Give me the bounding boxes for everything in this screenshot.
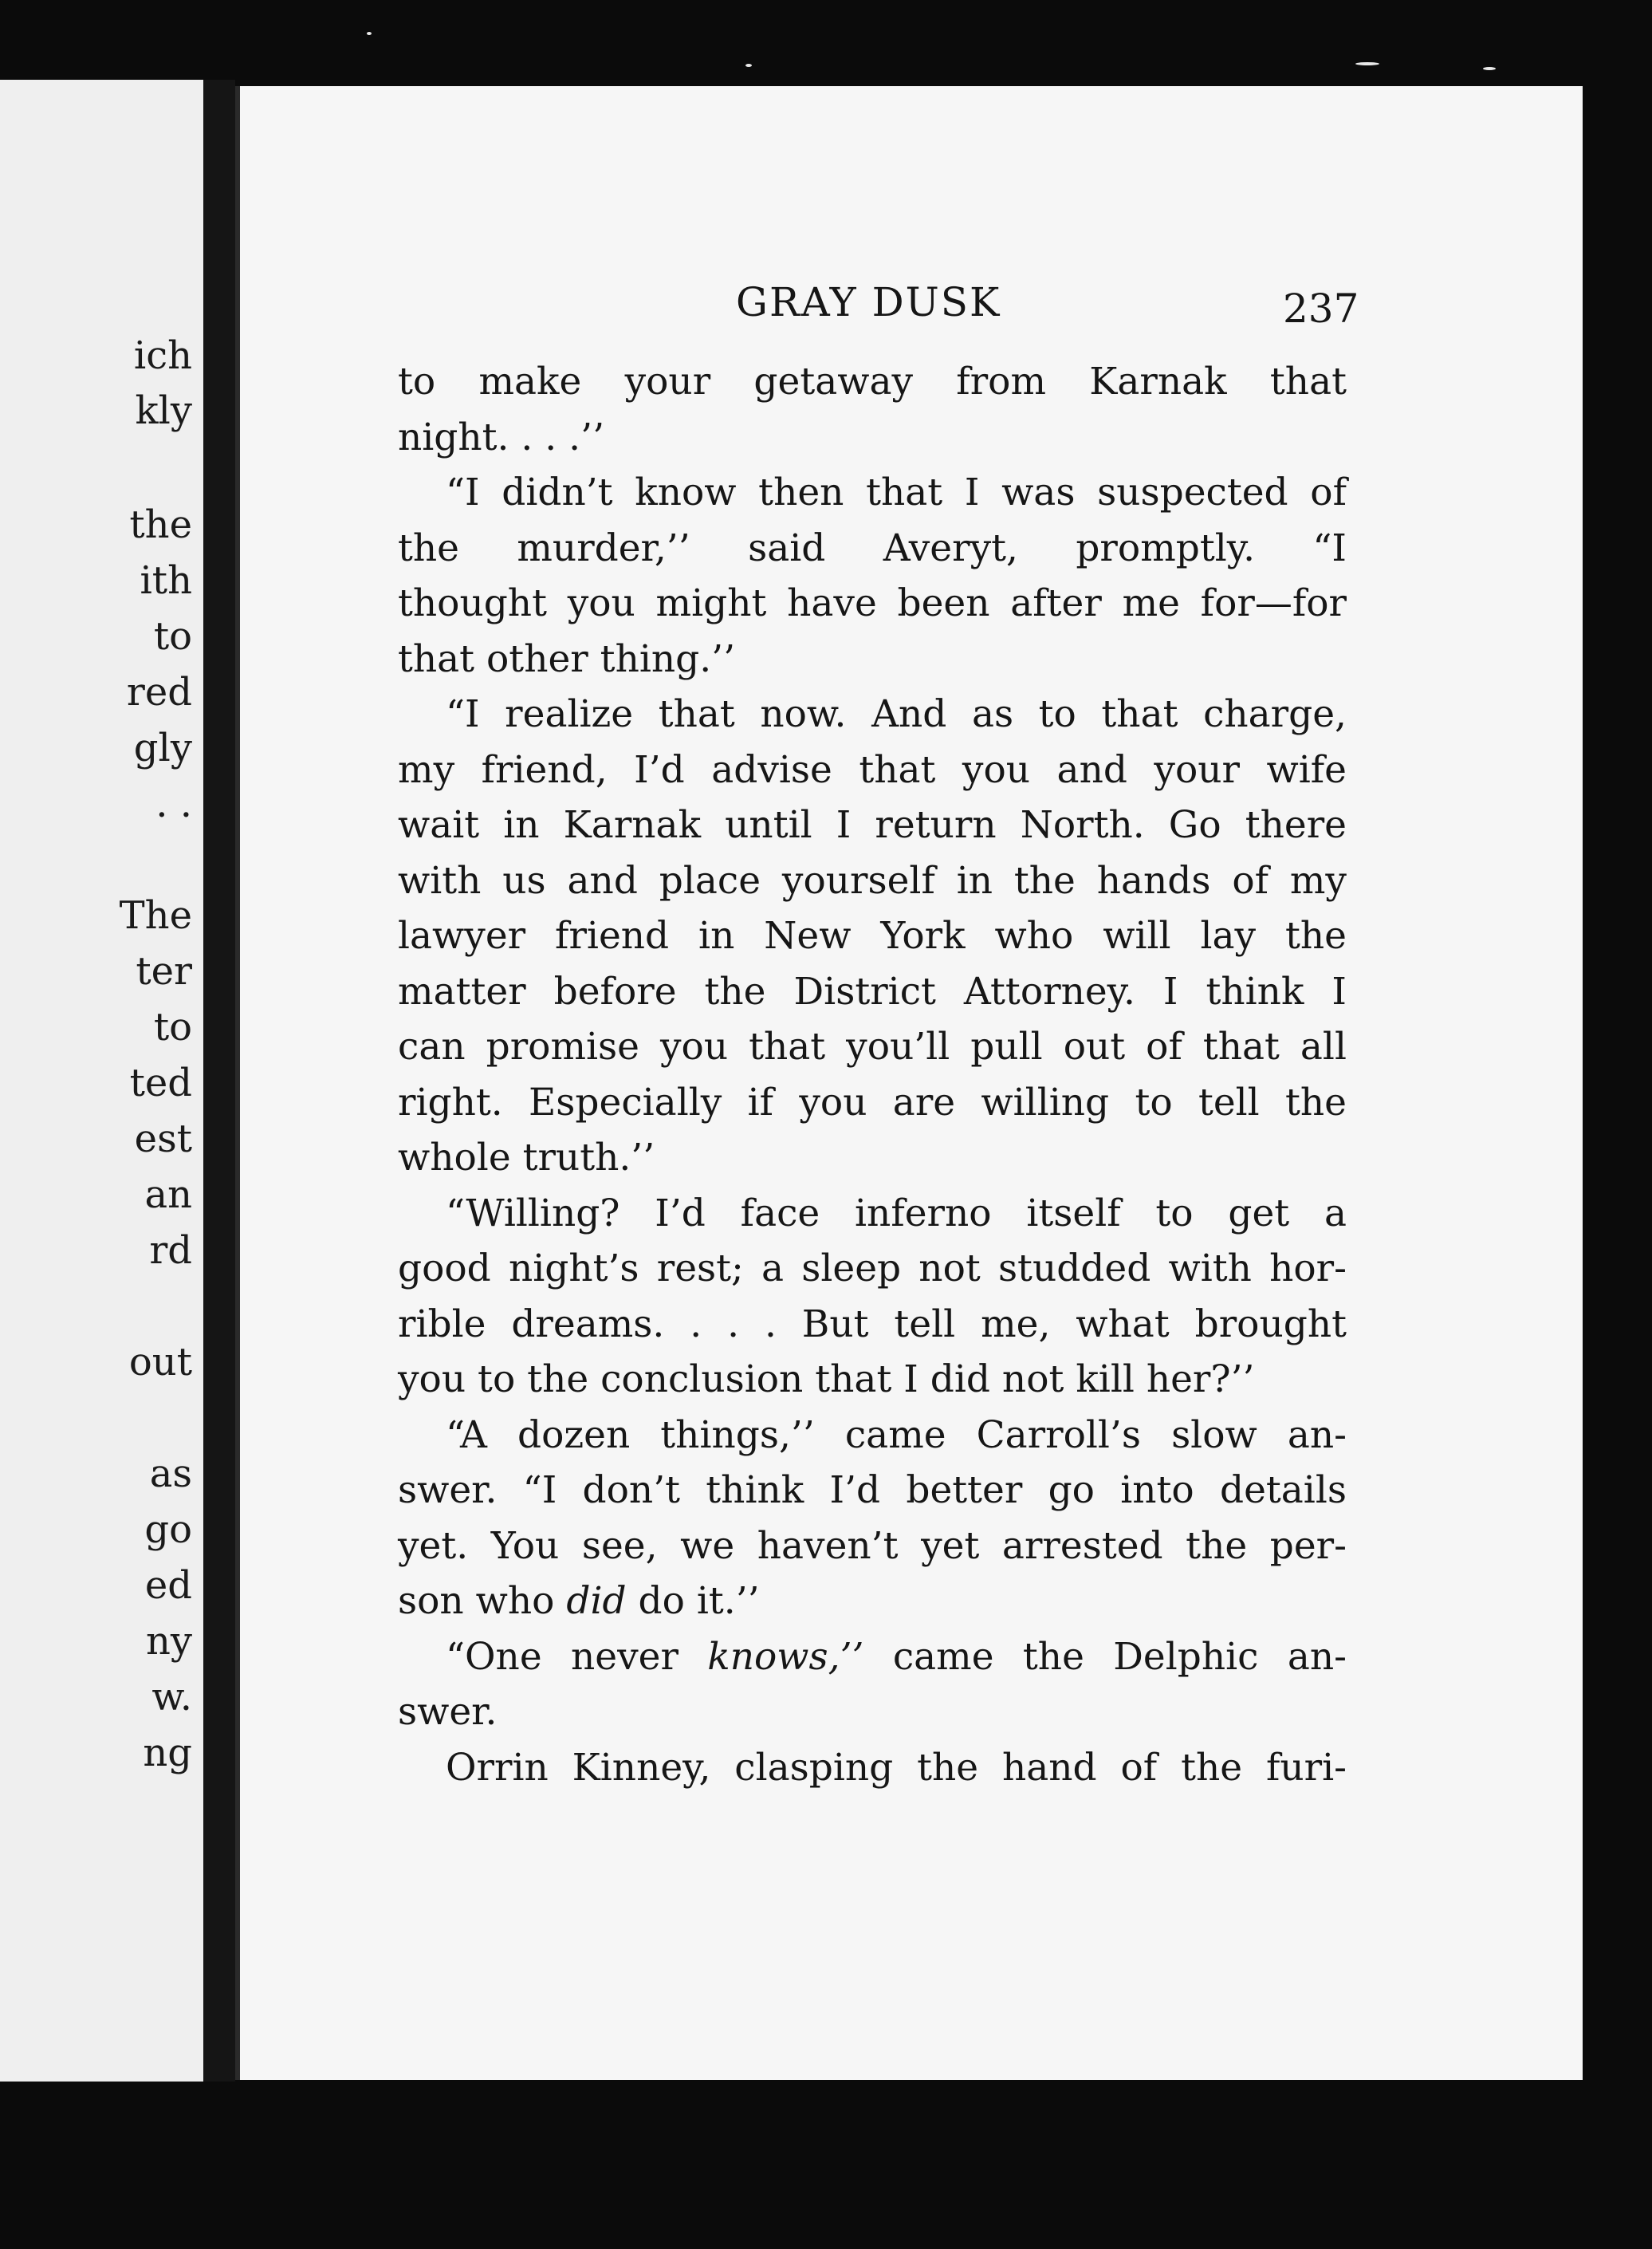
fragment-text: out: [128, 1340, 192, 1384]
text-line: with us and place yourself in the hands of my: [398, 858, 1347, 903]
fragment-text: red: [126, 670, 192, 715]
text-line: good night’s rest; a sleep not studded with hor-: [398, 1247, 1347, 1290]
fragment-text: an: [144, 1172, 192, 1217]
dust-speck: [1483, 67, 1496, 70]
fragment-text: to: [153, 1005, 192, 1050]
emphasis-text: did: [566, 1579, 627, 1623]
text-line: right. Especially if you are willing to tell the: [398, 1080, 1347, 1124]
text-line: matter before the District Attorney. I think I: [398, 969, 1347, 1014]
text-line: “Willing? I’d face inferno itself to get a: [446, 1191, 1347, 1235]
text-line: yet. You see, we haven’t yet arrested the per-: [398, 1523, 1347, 1568]
fragment-text: ng: [143, 1731, 192, 1775]
text-segment: came the Delphic an-: [863, 1634, 1347, 1679]
text-line: night. . . .’’: [398, 415, 605, 459]
fragment-text: ny: [145, 1619, 192, 1664]
text-line: Orrin Kinney, clasping the hand of the furi-: [446, 1745, 1347, 1790]
dust-speck: [367, 32, 372, 35]
page-number: 237: [1283, 286, 1359, 332]
running-head: GRAY DUSK: [736, 279, 1001, 325]
text-line: that other thing.’’: [398, 636, 736, 681]
text-line: my friend, I’d advise that you and your wife: [398, 747, 1347, 792]
text-segment: do it.’’: [626, 1579, 760, 1623]
text-line: [398, 1629, 1347, 1685]
fragment-text: as: [149, 1451, 192, 1496]
page-gutter: [203, 80, 235, 2082]
text-line: thought you might have been after me for—for: [398, 581, 1347, 625]
emphasis-text: knows,’’: [707, 1634, 864, 1679]
text-line: “A dozen things,’’ came Carroll’s slow an-: [446, 1412, 1347, 1457]
dust-speck: [1355, 62, 1379, 65]
fragment-text: gly: [133, 726, 192, 770]
text-line: rible dreams. . . . But tell me, what brought: [398, 1302, 1347, 1346]
text-line: “I realize that now. And as to that charge,: [446, 692, 1347, 736]
fragment-text: rd: [149, 1228, 192, 1273]
text-line: you to the conclusion that I did not kill her?’’: [398, 1357, 1255, 1401]
fragment-text: to: [153, 614, 192, 659]
fragment-text: ich: [133, 333, 192, 378]
fragment-text: the: [129, 502, 192, 547]
fragment-text: ith: [140, 558, 192, 603]
text-line: swer.: [398, 1690, 498, 1734]
fragment-text: ted: [129, 1061, 192, 1105]
fragment-text: est: [134, 1117, 192, 1161]
fragment-text: . .: [155, 782, 192, 826]
dust-speck: [745, 64, 752, 67]
previous-page-fragment: [0, 80, 203, 2082]
book-page: [235, 86, 1583, 2080]
fragment-text: go: [144, 1507, 192, 1552]
text-line: “I didn’t know then that I was suspected of: [446, 471, 1347, 514]
text-line: swer. “I don’t think I’d better go into details: [398, 1468, 1347, 1512]
text-line: can promise you that you’ll pull out of that all: [398, 1025, 1347, 1069]
text-line: whole truth.’’: [398, 1136, 655, 1180]
fragment-text: The: [119, 893, 192, 938]
text-line: [398, 1574, 1347, 1629]
fragment-text: ed: [144, 1563, 192, 1608]
text-segment: “One never: [446, 1634, 708, 1679]
text-line: lawyer friend in New York who will lay the: [398, 914, 1347, 958]
text-line: the murder,’’ said Averyt, promptly. “I: [398, 526, 1347, 570]
text-line: wait in Karnak until I return North. Go there: [398, 803, 1347, 847]
body-text: [398, 354, 1347, 1795]
text-segment: son who: [398, 1579, 567, 1623]
fragment-text: w.: [151, 1675, 192, 1719]
fragment-text: kly: [135, 388, 192, 433]
fragment-text: ter: [136, 949, 192, 994]
text-line: to make your getaway from Karnak that: [398, 360, 1347, 404]
